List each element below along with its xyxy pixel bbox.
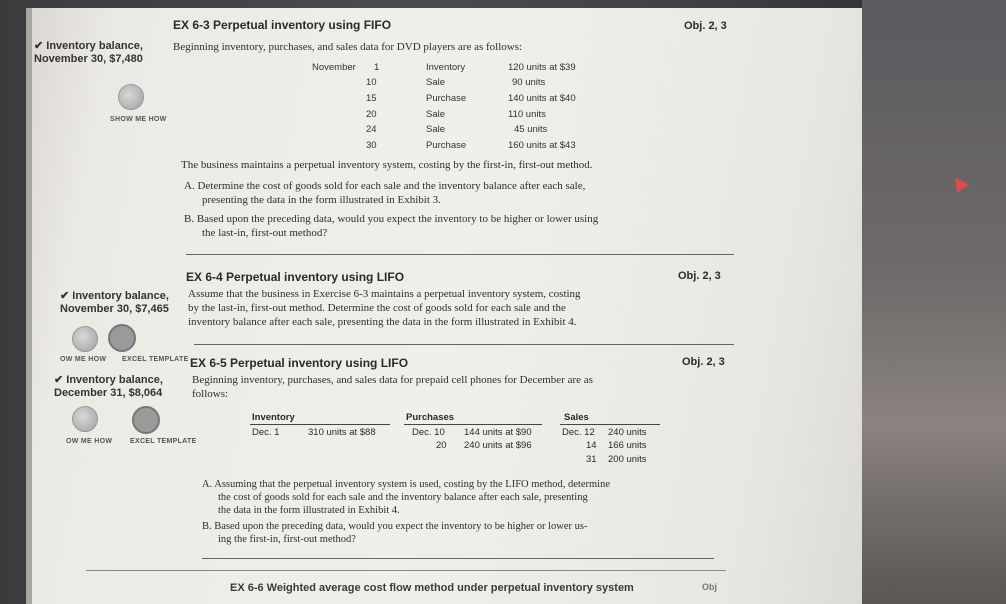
ex64-check-figure <box>60 290 169 316</box>
sale-date: 14 <box>586 440 597 451</box>
checkmark-icon: ✔ <box>34 40 44 52</box>
ex63-row-day: 24 <box>366 124 377 135</box>
ex64-objective: Obj. 2, 3 <box>678 270 721 282</box>
ex65-check-figure <box>54 374 163 400</box>
monitor-edge <box>862 0 1006 604</box>
ex63-row-type: Sale <box>426 77 446 88</box>
divider <box>202 558 714 559</box>
ex63-row-day: 1 <box>374 62 380 73</box>
ex63-row-day: 15 <box>366 93 377 104</box>
show-me-how-icon[interactable] <box>72 326 98 352</box>
ex63-row-day: 30 <box>366 140 377 151</box>
ex63-row-detail: 45 units <box>514 124 548 135</box>
checkmark-icon: ✔ <box>60 290 70 302</box>
ex65-title: EX 6-5 Perpetual inventory using LIFO <box>190 356 409 370</box>
ex63-row-type: Inventory <box>426 62 466 73</box>
sale-detail: 240 units <box>608 427 647 438</box>
ex63-row-type: Purchase <box>426 140 467 151</box>
ex64-check-line1: Inventory balance, <box>72 290 169 302</box>
sale-date: 31 <box>586 454 597 465</box>
sales-header-underline <box>560 424 660 425</box>
ex63-month: November <box>312 62 356 73</box>
ex63-objective: Obj. 2, 3 <box>684 20 727 32</box>
ex65-objective: Obj. 2, 3 <box>682 356 725 368</box>
textbook-page <box>26 8 862 604</box>
ex63-part-a-line1: A. Determine the cost of goods sold for each sale and the inventory balance after each sale, <box>184 180 586 192</box>
ex64-title: EX 6-4 Perpetual inventory using LIFO <box>186 270 405 284</box>
ex65-part-a-line2: the cost of goods sold for each sale and the inventory balance after each sale, presenting <box>218 492 588 503</box>
ex63-part-b-line2: the last-in, first-out method? <box>202 227 328 239</box>
ex63-intro: Beginning inventory, purchases, and sales data for DVD players are as follows: <box>173 41 523 53</box>
show-me-how-icon[interactable] <box>72 406 98 432</box>
page-margin-strip <box>26 8 32 604</box>
ex65-show-me-how-label[interactable]: OW ME HOW <box>66 438 113 445</box>
divider <box>86 570 726 571</box>
excel-template-icon[interactable] <box>132 406 160 434</box>
ex64-text-line2: by the last-in, first-out method. Determine the cost of goods sold for each sale and the <box>188 302 566 314</box>
ex65-check-line2: December 31, $8,064 <box>54 387 163 399</box>
ex65-part-a-line1: A. Assuming that the perpetual inventory system is used, costing by the LIFO method, determine <box>202 479 610 490</box>
inventory-date: Dec. 1 <box>252 427 280 438</box>
checkmark-icon: ✔ <box>54 374 64 386</box>
ex63-row-type: Purchase <box>426 93 467 104</box>
purchase-date: Dec. 10 <box>412 427 445 438</box>
ex65-excel-template-label[interactable]: EXCEL TEMPLATE <box>130 438 197 445</box>
divider <box>186 254 734 255</box>
ex63-row-detail: 140 units at $40 <box>508 93 576 104</box>
ex63-title: EX 6-3 Perpetual inventory using FIFO <box>173 18 392 32</box>
sales-header: Sales <box>564 412 589 423</box>
ex66-title: EX 6-6 Weighted average cost flow method under perpetual inventory system <box>230 582 634 594</box>
ex63-check-line2: November 30, $7,480 <box>34 53 143 65</box>
sale-date: Dec. 12 <box>562 427 595 438</box>
ex64-text-line1: Assume that the business in Exercise 6-3 maintains a perpetual inventory system, costing <box>188 288 581 300</box>
ex65-intro-line2: follows: <box>192 388 229 400</box>
ex65-part-b-line1: B. Based upon the preceding data, would you expect the inventory to be higher or lower us- <box>202 521 588 532</box>
inventory-header-underline <box>250 424 390 425</box>
sale-detail: 166 units <box>608 440 647 451</box>
ex64-text-line3: inventory balance after each sale, presenting the data in the form illustrated in Exhibit 4. <box>188 316 577 328</box>
ex63-row-detail: 160 units at $43 <box>508 140 576 151</box>
sale-detail: 200 units <box>608 454 647 465</box>
ex63-row-detail: 120 units at $39 <box>508 62 576 73</box>
inventory-header: Inventory <box>252 412 295 423</box>
ex63-row-detail: 110 units <box>508 109 546 120</box>
purchases-header-underline <box>404 424 542 425</box>
ex64-show-me-how-label[interactable]: OW ME HOW <box>60 356 107 363</box>
purchase-date: 20 <box>436 440 447 451</box>
purchase-detail: 240 units at $96 <box>464 440 532 451</box>
ex63-row-day: 10 <box>366 77 377 88</box>
ex63-row-detail: 90 units <box>512 77 546 88</box>
ex63-row-type: Sale <box>426 109 446 120</box>
ex63-row-type: Sale <box>426 124 446 135</box>
ex63-row-day: 20 <box>366 109 377 120</box>
ex65-part-a-line3: the data in the form illustrated in Exhibit 4. <box>218 505 400 516</box>
ex66-objective: Obj <box>702 582 717 592</box>
ex64-check-line2: November 30, $7,465 <box>60 303 169 315</box>
ex65-part-b-line2: ing the first-in, first-out method? <box>218 534 356 545</box>
inventory-detail: 310 units at $88 <box>308 427 376 438</box>
ex63-show-me-how-label[interactable]: SHOW ME HOW <box>110 116 167 123</box>
excel-template-icon[interactable] <box>108 324 136 352</box>
ex65-intro-line1: Beginning inventory, purchases, and sales data for prepaid cell phones for December are as <box>192 374 593 386</box>
ex63-check-figure <box>34 40 143 66</box>
ex63-check-line1: Inventory balance, <box>46 40 143 52</box>
divider <box>194 344 734 345</box>
ex64-excel-template-label[interactable]: EXCEL TEMPLATE <box>122 356 189 363</box>
ex63-part-a-line2: presenting the data in the form illustrated in Exhibit 3. <box>202 194 441 206</box>
purchase-detail: 144 units at $90 <box>464 427 532 438</box>
ex65-check-line1: Inventory balance, <box>66 374 163 386</box>
ex63-method-text: The business maintains a perpetual inventory system, costing by the first-in, first-out method. <box>181 159 593 171</box>
purchases-header: Purchases <box>406 412 455 423</box>
ex63-part-b-line1: B. Based upon the preceding data, would you expect the inventory to be higher or lower using <box>184 213 599 225</box>
show-me-how-icon[interactable] <box>118 84 144 110</box>
